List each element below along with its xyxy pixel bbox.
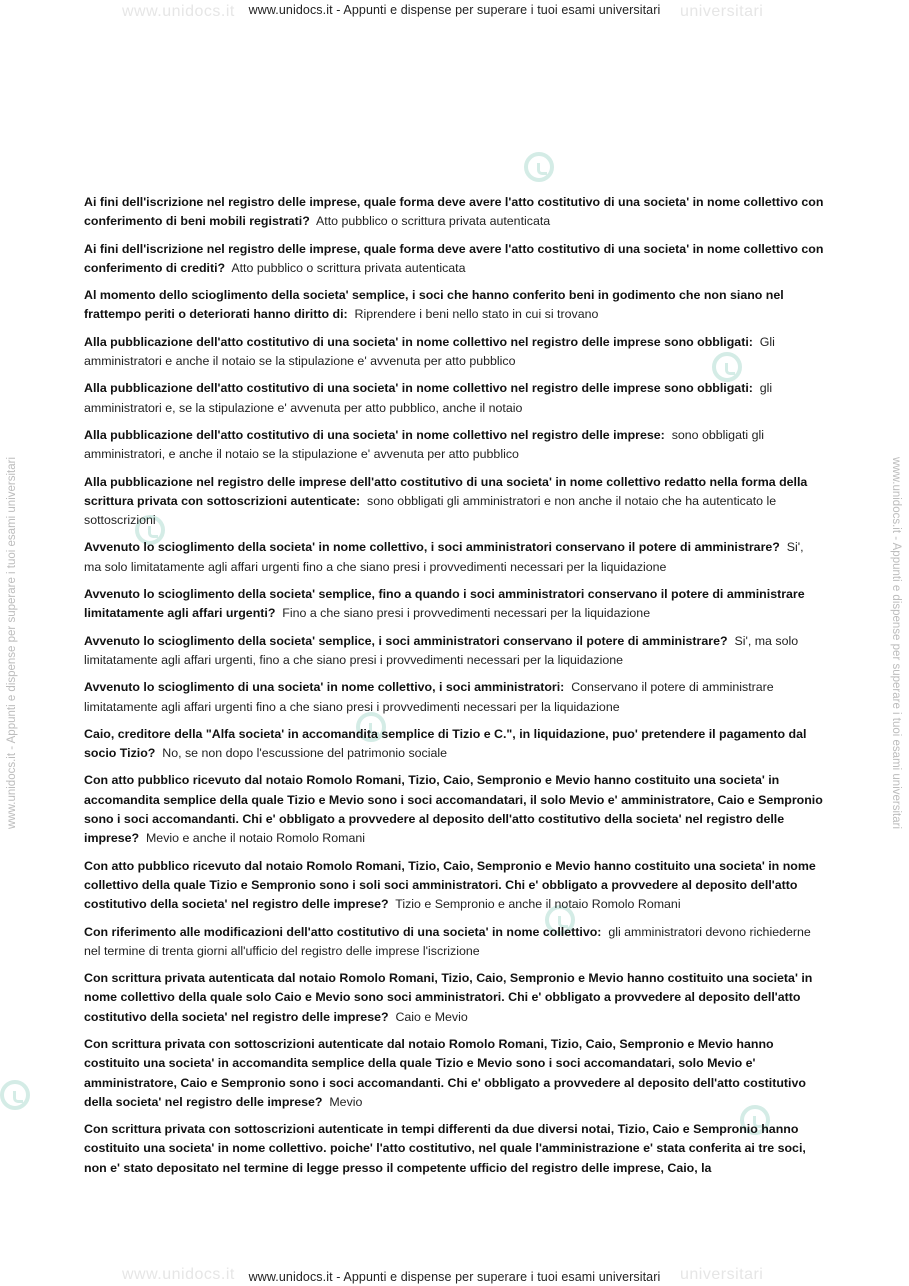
qa-entry <box>84 426 824 465</box>
qa-entry <box>84 632 824 671</box>
qa-list <box>84 193 824 1186</box>
header-watermark-left: www.unidocs.it <box>122 3 235 20</box>
answer-text: Gli amministratori e anche il notaio se la stipulazione e' avvenuta per atto pubblico <box>84 334 775 369</box>
qa-entry <box>84 379 824 418</box>
answer-text: Mevio <box>329 1094 363 1109</box>
answer-text: Caio e Mevio <box>395 1009 468 1024</box>
answer-text: Conservano il potere di amministrare limitatamente agli affari urgenti fino a che siano presi i provvedimenti necessari per la liquidazione <box>84 680 774 714</box>
qa-entry <box>84 333 824 372</box>
footer-watermark-left: www.unidocs.it <box>122 1266 235 1283</box>
question-text: Ai fini dell'iscrizione nel registro delle imprese, quale forma deve avere l'atto costitutivo di una societa' in nome collettivo con conferimento di crediti? <box>84 241 824 275</box>
question-text: Con scrittura privata autenticata dal notaio Romolo Romani, Tizio, Caio, Sempronio e Mevio hanno costituito una societa' in nome collettivo della quale solo Caio e Mevio sono soci amministratori. Chi e' obbligato a provvedere al deposito dell'atto costitutivo della societa' nel registro delle imprese? <box>84 971 813 1024</box>
question-text: Alla pubblicazione nel registro delle imprese dell'atto costitutivo di una societa' in nome collettivo redatto nella forma della scrittura privata con sottoscrizioni autenticate: <box>84 474 808 508</box>
qa-entry <box>84 725 824 764</box>
qa-entry <box>84 193 824 232</box>
unidocs-logo-icon <box>524 152 554 182</box>
question-text: Con atto pubblico ricevuto dal notaio Romolo Romani, Tizio, Caio, Sempronio e Mevio hanno costituito una societa' in nome collettivo della quale Tizio e Sempronio sono i soli soci amministratori. Chi e' obbligato a provvedere al deposito dell'atto costitutivo della societa' nel registro delle imprese? <box>84 858 816 912</box>
question-text: Alla pubblicazione dell'atto costitutivo di una societa' in nome collettivo nel registro delle imprese sono obbligati: <box>84 381 753 396</box>
header-watermark-right: universitari <box>680 3 764 20</box>
page-footer: www.unidocs.it - Appunti e dispense per superare i tuoi esami universitari <box>248 1270 661 1284</box>
qa-entry <box>84 286 824 325</box>
answer-text: No, se non dopo l'escussione del patrimonio sociale <box>162 746 448 761</box>
qa-entry <box>84 240 824 279</box>
qa-entry <box>84 678 824 717</box>
qa-entry <box>84 923 824 962</box>
qa-entry <box>84 538 824 577</box>
answer-text: Tizio e Sempronio e anche il notaio Romolo Romani <box>395 897 681 912</box>
qa-entry <box>84 585 824 624</box>
left-side-watermark: www.unidocs.it - Appunti e dispense per superare i tuoi esami universitari <box>6 456 18 830</box>
answer-text: sono obbligati gli amministratori, e anche il notaio se la stipulazione e' avvenuta per atto pubblico <box>84 427 764 462</box>
qa-entry <box>84 857 824 915</box>
answer-text: Si', ma solo limitatamente agli affari urgenti, fino a che siano presi i provvedimenti necessari per la liquidazione <box>84 633 799 667</box>
answer-text: gli amministratori e, se la stipulazione e' avvenuta per atto pubblico, anche il notaio <box>84 381 773 415</box>
qa-entry <box>84 1035 824 1112</box>
answer-text: Si', ma solo limitatamente agli affari urgenti fino a che siano presi i provvedimenti necessari per la liquidazione <box>84 540 804 574</box>
page-header: www.unidocs.it - Appunti e dispense per superare i tuoi esami universitari <box>248 3 661 17</box>
answer-text: Atto pubblico o scrittura privata autenticata <box>231 260 466 275</box>
answer-text: gli amministratori devono richiederne nel termine di trenta giorni all'ufficio del registro delle imprese l'iscrizione <box>84 924 811 958</box>
question-text: Con scrittura privata con sottoscrizioni autenticate in tempi differenti da due diversi notai, Tizio, Caio e Sempronio hanno costituito una societa' in nome collettivo. poiche' l'atto costitutivo, nel quale l'amministrazione e' stata conferita ai tre soci, non e' stato depositato nel termine di legge presso il competente ufficio del registro delle imprese, Caio, la <box>84 1122 806 1175</box>
question-text: Avvenuto lo scioglimento della societa' semplice, fino a quando i soci amministratori conservano il potere di amministrare limitatamente agli affari urgenti? <box>84 587 805 621</box>
unidocs-logo-icon <box>0 1080 30 1110</box>
question-text: Avvenuto lo scioglimento della societa' semplice, i soci amministratori conservano il potere di amministrare? <box>84 633 728 648</box>
question-text: Alla pubblicazione dell'atto costitutivo di una societa' in nome collettivo nel registro delle imprese sono obbligati: <box>84 334 753 349</box>
answer-text: Riprendere i beni nello stato in cui si trovano <box>354 307 599 322</box>
question-text: Alla pubblicazione dell'atto costitutivo di una societa' in nome collettivo nel registro delle imprese: <box>84 427 665 442</box>
question-text: Al momento dello scioglimento della societa' semplice, i soci che hanno conferito beni in godimento che non siano nel frattempo periti o deteriorati hanno diritto di: <box>84 288 784 322</box>
answer-text: Fino a che siano presi i provvedimenti necessari per la liquidazione <box>282 606 651 621</box>
qa-entry <box>84 473 824 531</box>
question-text: Avvenuto lo scioglimento di una societa' in nome collettivo, i soci amministratori: <box>84 680 565 695</box>
answer-text: Atto pubblico o scrittura privata autenticata <box>316 214 551 229</box>
answer-text: Mevio e anche il notaio Romolo Romani <box>145 831 365 846</box>
question-text: Con riferimento alle modificazioni dell'atto costitutivo di una societa' in nome collettivo: <box>84 924 602 939</box>
question-text: Con scrittura privata con sottoscrizioni autenticate dal notaio Romolo Romani, Tizio, Caio, Sempronio e Mevio hanno costituito una societa' in accomandita semplice della quale Tizio e Mevio sono i soci accomandatari, solo Mevio e' amministratore, Caio e Sempronio sono i soci accomandanti. Chi e' obbligato a provvedere al deposito dell'atto costitutivo della societa' nel registro delle imprese? <box>84 1036 806 1109</box>
qa-entry <box>84 1120 824 1178</box>
qa-entry <box>84 969 824 1027</box>
footer-watermark-right: universitari <box>680 1266 764 1283</box>
qa-entry <box>84 771 824 848</box>
question-text: Con atto pubblico ricevuto dal notaio Romolo Romani, Tizio, Caio, Sempronio e Mevio hanno costituito una societa' in accomandita semplice della quale Tizio e Mevio sono i soci accomandatari, il solo Mevio e' amministratore, Caio e Sempronio sono i soci accomandanti. Chi e' obbligato a provvedere al deposito dell'atto costitutivo della societa' nel registro delle imprese? <box>84 773 823 846</box>
question-text: Avvenuto lo scioglimento della societa' in nome collettivo, i soci amministratori conservano il potere di amministrare? <box>84 540 780 555</box>
answer-text: sono obbligati gli amministratori e non anche il notaio che ha autenticato le sottoscrizioni <box>84 493 777 528</box>
question-text: Ai fini dell'iscrizione nel registro delle imprese, quale forma deve avere l'atto costitutivo di una societa' in nome collettivo con conferimento di beni mobili registrati? <box>84 195 824 229</box>
question-text: Caio, creditore della "Alfa societa' in accomandita semplice di Tizio e C.", in liquidazione, puo' pretendere il pagamento dal socio Tizio? <box>84 726 807 761</box>
right-side-watermark: www.unidocs.it - Appunti e dispense per superare i tuoi esami universitari <box>890 456 902 830</box>
